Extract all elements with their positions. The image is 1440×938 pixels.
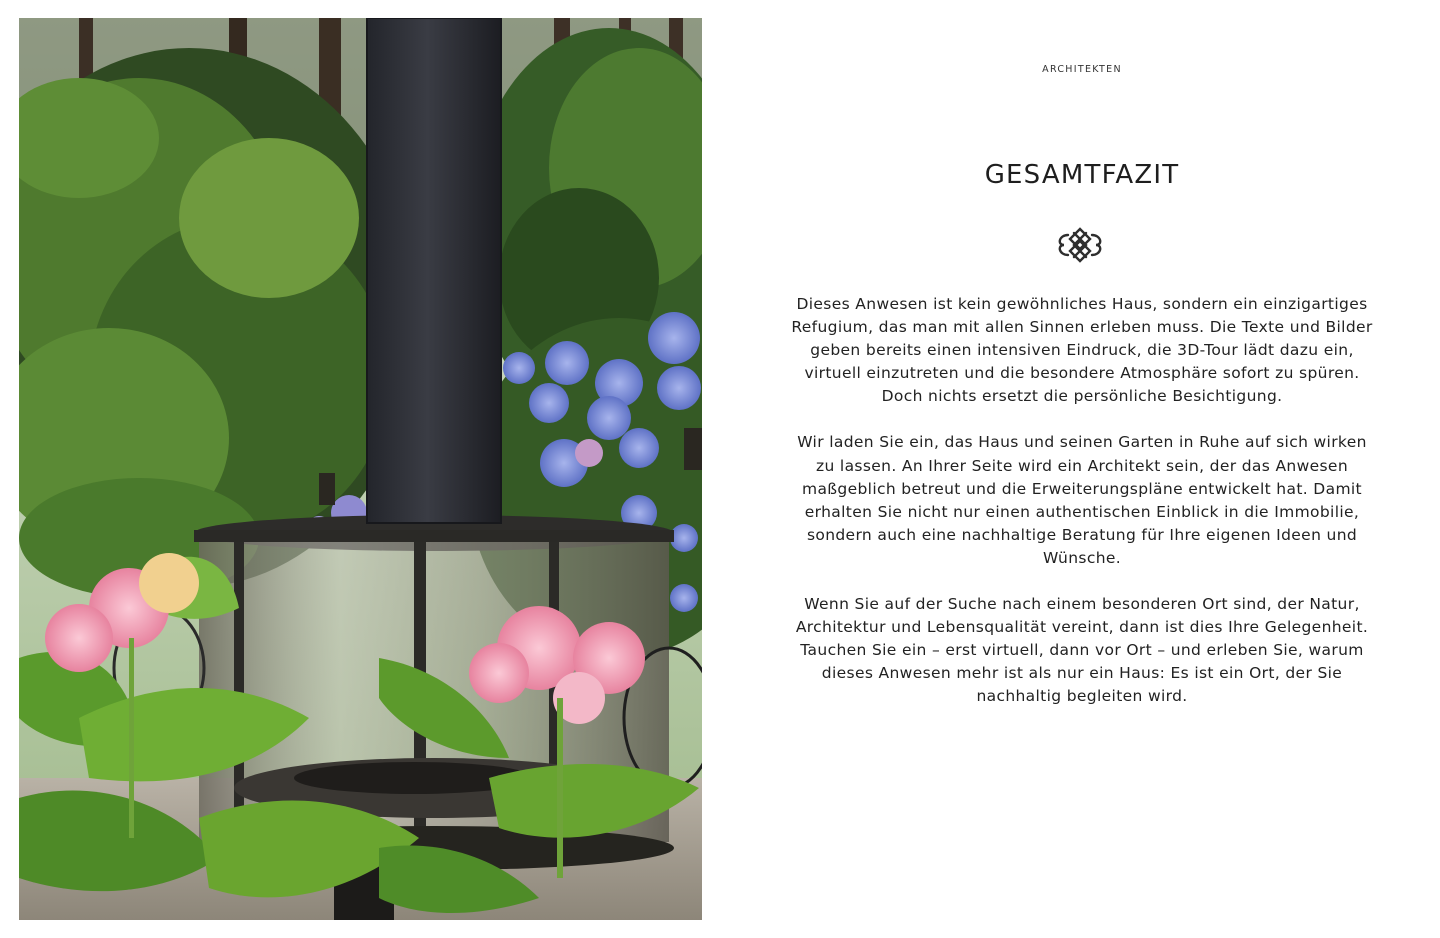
text-column — [790, 0, 1374, 938]
garden-fireplace-photo — [19, 18, 702, 920]
paragraph-2: Wir laden Sie ein, das Haus und seinen Garten in Ruhe auf sich wirken zu lassen. An Ihrer Seite wird ein Architekt sein, der das Anwesen maßgeblich betreut und die Erweiterungspläne entwickelt hat. Damit erhalten Sie nicht nur einen authentischen Einblick in die Immobilie, sondern auch eine nachhaltige Beratung für Ihre eigenen Ideen und Wünsche. — [797, 433, 1367, 567]
paragraph-3: Wenn Sie auf der Suche nach einem besonderen Ort sind, der Natur, Architektur und Lebensqualität vereint, dann ist dies Ihre Gelegenheit. Tauchen Sie ein – erst virtuell, dann vor Ort – und erleben Sie, warum dieses Anwesen mehr ist als nur ein Haus: Es ist ein Ort, der Sie nachhaltig begleiten wird. — [795, 595, 1369, 706]
section-kicker: ARCHITEKTEN — [1042, 64, 1122, 75]
body-text — [790, 293, 1374, 732]
paragraph-1: Dieses Anwesen ist kein gewöhnliches Haus, sondern ein einzigartiges Refugium, das man mit allen Sinnen erleben muss. Die Texte und Bilder geben bereits einen intensiven Eindruck, die 3D-Tour lädt dazu ein, virtuell einzutreten und die besondere Atmosphäre sofort zu spüren. Doch nichts ersetzt die persönliche Besichtigung. — [791, 295, 1373, 406]
endless-knot-icon — [1055, 225, 1105, 265]
page-title: GESAMTFAZIT — [984, 160, 1180, 190]
garden-fireplace-illustration — [19, 18, 702, 920]
